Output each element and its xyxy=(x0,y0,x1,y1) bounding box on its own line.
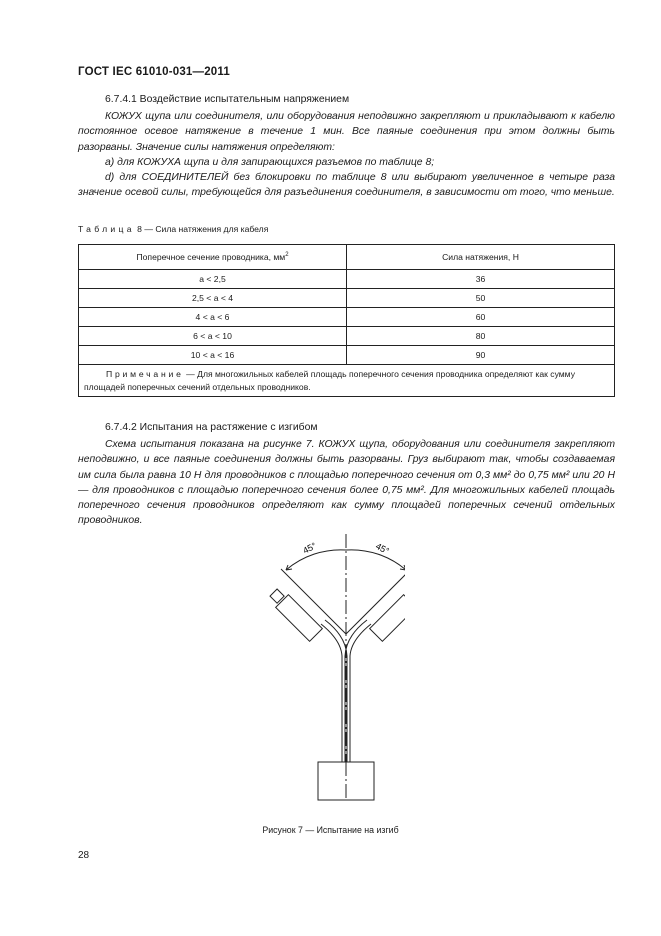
right-angle-arc xyxy=(346,550,405,570)
right-enclosure xyxy=(370,595,405,642)
pull-force-table xyxy=(78,244,615,397)
col-header-superscript: 2 xyxy=(285,252,289,259)
cell-section: 10 < a < 16 xyxy=(79,346,347,365)
table-caption-text: 8 — Сила натяжения для кабеля xyxy=(134,224,269,234)
table-header-row xyxy=(79,245,615,270)
col-header-force: Сила натяжения, Н xyxy=(347,245,615,270)
list-item-a: a) для КОЖУХА щупа и для запирающихся разъемов по таблице 8; xyxy=(105,157,435,168)
table-note-row xyxy=(79,365,615,397)
cell-force: 90 xyxy=(347,346,615,365)
table-caption xyxy=(78,224,268,234)
left-angle-label: 45° xyxy=(301,540,318,556)
cell-force: 50 xyxy=(347,289,615,308)
document-header: ГОСТ IEC 61010-031—2011 xyxy=(78,66,230,78)
left-enclosure xyxy=(276,595,323,642)
table-row xyxy=(79,346,615,365)
cell-force: 80 xyxy=(347,327,615,346)
table-note-label: Примечание xyxy=(106,369,184,379)
right-angle-label: 45° xyxy=(374,540,391,557)
cell-section: 6 < a < 10 xyxy=(79,327,347,346)
figure-caption: Рисунок 7 — Испытание на изгиб xyxy=(262,825,399,835)
list-item-d: d) для СОЕДИНИТЕЛЕЙ без блокировки по таблице 8 или выбирают увеличенное в четыре раза значение осевой силы, требующейся для разъединения соединителя, в зависимости от того, что меньше. xyxy=(78,172,615,199)
right-cable-outline-b xyxy=(345,620,367,762)
table-row xyxy=(79,270,615,289)
cell-section: 4 < a < 6 xyxy=(79,308,347,327)
table-note-text: — Для многожильных кабелей площадь поперечного сечения проводника определяют как сумму площадей поперечных сечений отдельных проводников. xyxy=(84,369,575,392)
table-note xyxy=(79,365,615,397)
cell-section: 2,5 < a < 4 xyxy=(79,289,347,308)
section-6-7-4-2-paragraph: Схема испытания показана на рисунке 7. КОЖУХ щупа, оборудования или соединителя закрепляют неподвижно, и все паяные соединения должны быть разорваны. Груз выбирают так, чтобы создаваемая им сила была равна 10 Н для проводников с площадью поперечного сечения от 0,3 мм² до 0,75 мм² или 20 Н — для проводников с площадью поперечного сечения более 0,75 мм². Для многожильных кабелей площадь поперечного сечения проводников определяют как сумму площадей поперечных сечений отдельных проводников. xyxy=(78,439,615,527)
section-6-7-4-1-title: 6.7.4.1 Воздействие испытательным напряжением xyxy=(105,94,350,105)
left-cable-outline-a xyxy=(321,624,342,762)
left-angle-arc xyxy=(286,550,346,570)
table-row xyxy=(79,308,615,327)
cell-force: 60 xyxy=(347,308,615,327)
cell-force: 36 xyxy=(347,270,615,289)
table-row xyxy=(79,327,615,346)
section-6-7-4-1-paragraph: КОЖУХ щупа или соединителя, или оборудования неподвижно закрепляют и прикладывают к кабелю постоянное осевое натяжение в течение 1 мин. Все паяные соединения при этом должны быть разорваны. Значение силы натяжения определяют: xyxy=(78,111,615,153)
right-cable-outline-a xyxy=(350,624,371,762)
page-number: 28 xyxy=(78,850,90,861)
bend-test-figure xyxy=(255,530,405,820)
table-caption-label: Таблица xyxy=(78,224,135,234)
cell-section: a < 2,5 xyxy=(79,270,347,289)
left-cable-outline-b xyxy=(325,620,347,762)
col-header-section: Поперечное сечение проводника, $мм^2$ xyxy=(79,245,347,270)
section-6-7-4-2-title: 6.7.4.2 Испытания на растяжение с изгибом xyxy=(105,422,318,433)
table-row xyxy=(79,289,615,308)
